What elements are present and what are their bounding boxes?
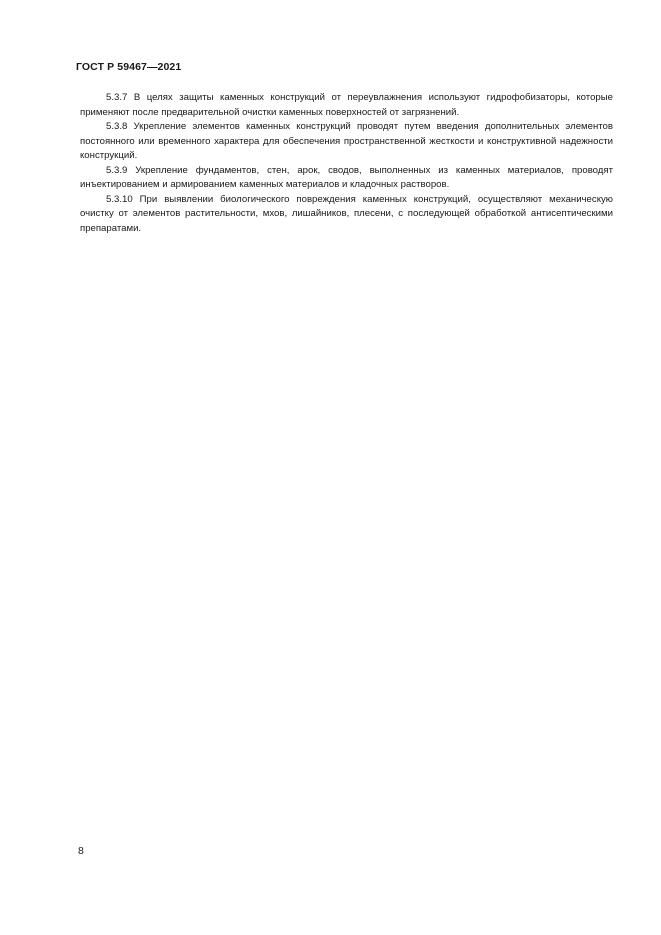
- paragraph-5-3-7: 5.3.7 В целях защиты каменных конструкций от переувлажнения используют гидрофобизаторы, которые применяют после предварительной очистки каменных поверхностей от загрязнений.: [80, 92, 613, 118]
- document-code-header: ГОСТ Р 59467—2021: [76, 61, 182, 73]
- page-number: 8: [78, 845, 84, 857]
- paragraph-5-3-10: 5.3.10 При выявлении биологического повреждения каменных конструкций, осуществляют механическую очистку от элементов растительности, мхов, лишайников, плесени, с последующей обработкой антисептическими препаратами.: [80, 193, 613, 234]
- paragraph-5-3-9: 5.3.9 Укрепление фундаментов, стен, арок, сводов, выполненных из каменных материалов, проводят инъектированием и армированием каменных материалов и кладочных растворов.: [80, 164, 613, 190]
- paragraph-5-3-8: 5.3.8 Укрепление элементов каменных конструкций проводят путем введения дополнительных элементов постоянного или временного характера для обеспечения пространственной жесткости и конструктивной надежности конструкций.: [80, 121, 613, 161]
- document-body: [80, 91, 613, 236]
